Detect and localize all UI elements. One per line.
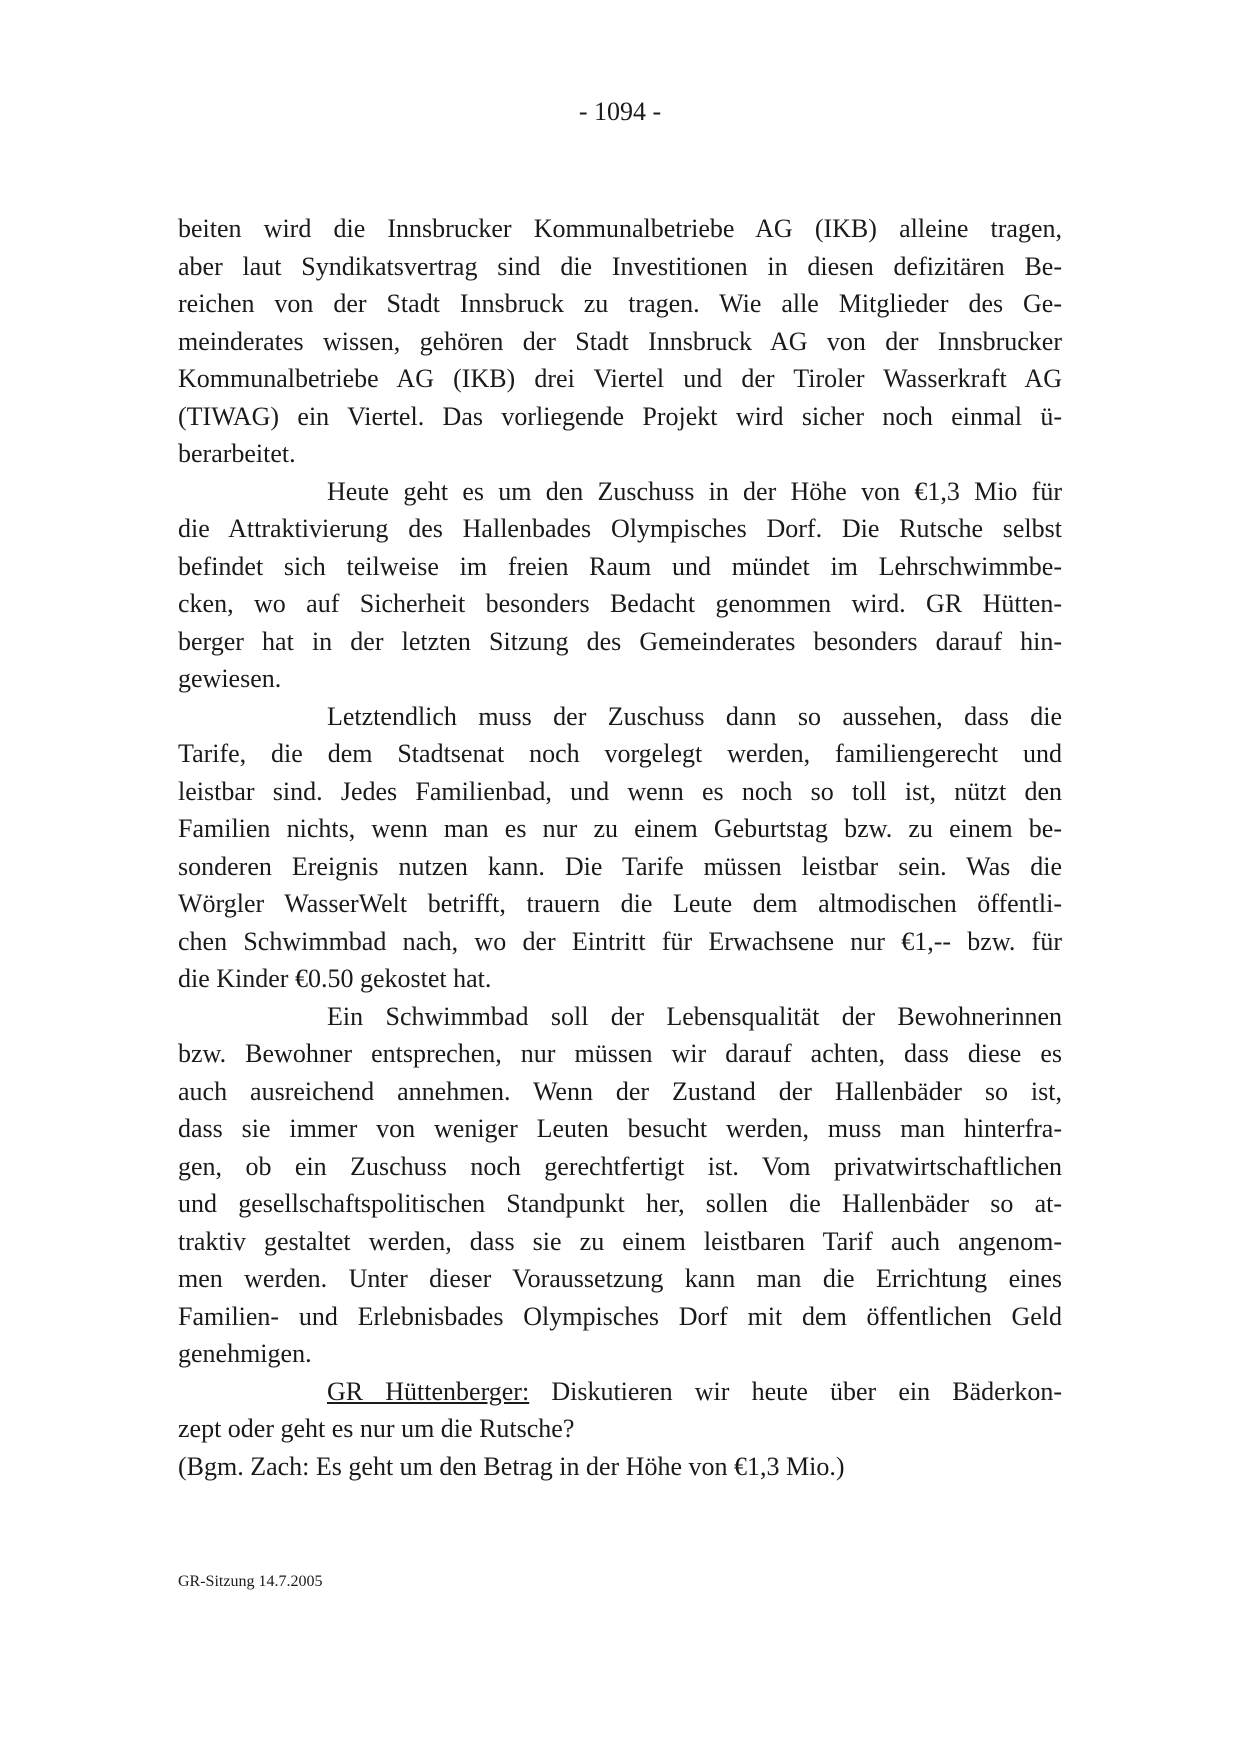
text-line: die Attraktivierung des Hallenbades Olympisches Dorf. Die Rutsche selbst <box>178 514 1062 543</box>
text-line: sonderen Ereignis nutzen kann. Die Tarife müssen leistbar sein. Was die <box>178 851 1062 881</box>
text-line: berger hat in der letzten Sitzung des Gemeinderates besonders darauf hin- <box>178 626 1062 656</box>
page-number: - 1094 - <box>578 97 662 126</box>
text-line: dass sie immer von weniger Leuten besucht werden, muss man hinterfra- <box>178 1114 1062 1143</box>
text-line-content: Heute geht es um den Zuschuss in der Höhe von €1,3 Mio für <box>327 476 1062 506</box>
text-line: men werden. Unter dieser Voraussetzung kann man die Errichtung eines <box>178 1264 1062 1293</box>
text-line: bzw. Bewohner entsprechen, nur müssen wir darauf achten, dass diese es <box>178 1039 1062 1068</box>
text-line: befindet sich teilweise im freien Raum und mündet im Lehrschwimmbe- <box>178 551 1062 581</box>
text-line: leistbar sind. Jedes Familienbad, und wenn es noch so toll ist, nützt den <box>178 776 1062 806</box>
text-line-content: Letztendlich muss der Zuschuss dann so aussehen, dass die <box>327 701 1062 731</box>
text-line: Familien- und Erlebnisbades Olympisches Dorf mit dem öffentlichen Geld <box>178 1301 1062 1331</box>
interjection <box>178 1448 1062 1486</box>
text-line: (Bgm. Zach: Es geht um den Betrag in der Höhe von €1,3 Mio.) <box>178 1451 845 1481</box>
text-line: (TIWAG) ein Viertel. Das vorliegende Projekt wird sicher noch einmal ü- <box>178 401 1062 431</box>
text-line: Wörgler WasserWelt betrifft, trauern die Leute dem altmodischen öffentli- <box>178 889 1062 918</box>
speaker-name: GR Hüttenberger: <box>327 1376 530 1406</box>
text-line: reichen von der Stadt Innsbruck zu tragen. Wie alle Mitglieder des Ge- <box>178 289 1062 318</box>
text-line: chen Schwimmbad nach, wo der Eintritt für Erwachsene nur €1,-- bzw. für <box>178 926 1062 956</box>
paragraph <box>178 698 1062 998</box>
text-line <box>178 698 1062 736</box>
text-line: cken, wo auf Sicherheit besonders Bedacht genommen wird. GR Hütten- <box>178 589 1062 618</box>
text-line: meinderates wissen, gehören der Stadt Innsbruck AG von der Innsbrucker <box>178 326 1062 356</box>
text-line: Kommunalbetriebe AG (IKB) drei Viertel und der Tiroler Wasserkraft AG <box>178 364 1062 393</box>
text-line: die Kinder €0.50 gekostet hat. <box>178 964 492 993</box>
text-line <box>178 1373 1062 1411</box>
text-line: gewiesen. <box>178 664 282 693</box>
speech-paragraph <box>178 1373 1062 1448</box>
paragraph <box>178 998 1062 1373</box>
document-body <box>178 210 1062 1485</box>
text-line <box>178 998 1062 1036</box>
text-line: und gesellschaftspolitischen Standpunkt her, sollen die Hallenbäder so at- <box>178 1189 1062 1218</box>
text-line: Tarife, die dem Stadtsenat noch vorgelegt werden, familiengerecht und <box>178 739 1062 768</box>
text-line <box>178 473 1062 511</box>
text-line: Familien nichts, wenn man es nur zu einem Geburtstag bzw. zu einem be- <box>178 814 1062 843</box>
footer-session-date: GR-Sitzung 14.7.2005 <box>178 1573 323 1590</box>
paragraph <box>178 210 1062 473</box>
text-line: traktiv gestaltet werden, dass sie zu einem leistbaren Tarif auch angenom- <box>178 1226 1062 1256</box>
text-line: beiten wird die Innsbrucker Kommunalbetriebe AG (IKB) alleine tragen, <box>178 214 1062 243</box>
speech-text: Diskutieren wir heute über ein Bäderkon- <box>529 1376 1062 1406</box>
paragraph <box>178 473 1062 698</box>
text-line: berarbeitet. <box>178 439 296 468</box>
text-line: gen, ob ein Zuschuss noch gerechtfertigt ist. Vom privatwirtschaftlichen <box>178 1151 1062 1181</box>
text-line: auch ausreichend annehmen. Wenn der Zustand der Hallenbäder so ist, <box>178 1076 1062 1106</box>
text-line-content: Ein Schwimmbad soll der Lebensqualität der Bewohnerinnen <box>327 1001 1062 1031</box>
text-line: genehmigen. <box>178 1339 312 1368</box>
text-line: zept oder geht es nur um die Rutsche? <box>178 1414 575 1443</box>
text-line: aber laut Syndikatsvertrag sind die Investitionen in diesen defizitären Be- <box>178 251 1062 281</box>
